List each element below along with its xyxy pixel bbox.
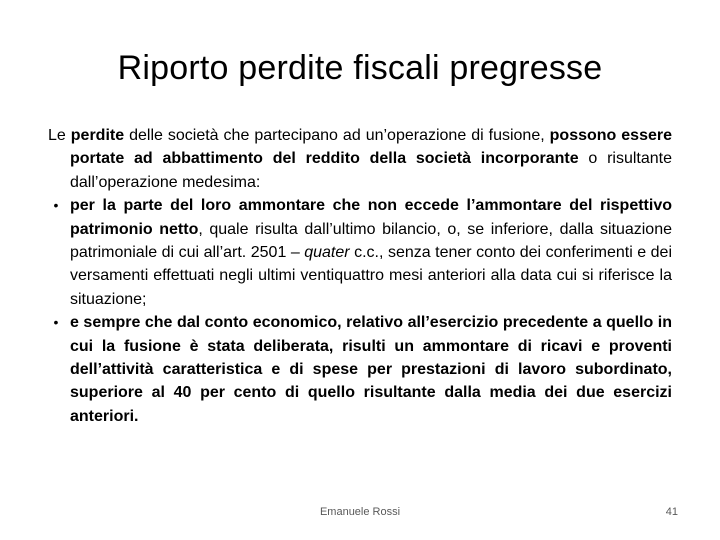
bullet-item-1	[48, 194, 672, 311]
intro-lead-bold: perdite	[70, 127, 125, 144]
bullet-2-bold: e sempre che dal conto economico, relativo all’esercizio precedente a quello in cui la fusione è stata deliberata, risulti un ammontare di ricavi e proventi dell’attività caratteristica e di spese per prestazioni di lavoro subordinato, superiore al 40 per cento di quello risultante dalla media dei due esercizi anteriori.	[70, 314, 672, 425]
bullet-1-text-1: , quale risulta dall’ultimo bilancio, o, se inferiore, dalla situazione patrimoniale di cui all’art. 2501 –	[70, 220, 672, 262]
bullet-list	[48, 194, 672, 428]
bullet-1-text-2: c.c., senza tener conto dei conferimenti e dei versamenti effettuati negli ultimi ventiquattro mesi anteriori alla data cui si riferisce la situazione;	[70, 244, 672, 308]
footer-author: Emanuele Rossi	[319, 506, 401, 518]
bullet-1-italic: quater	[304, 244, 350, 262]
bullet-item-2	[48, 311, 672, 428]
bullet-marker: •	[53, 197, 59, 214]
slide-title: Riporto perdite fiscali pregresse	[117, 49, 603, 87]
bullet-1-bold: per la parte del loro ammontare che non eccede l’ammontare del rispettivo patrimonio netto	[70, 197, 672, 238]
intro-lead: Le	[48, 127, 71, 144]
intro-text-2: o risultante dall’operazione medesima:	[70, 150, 672, 191]
footer-page-number: 41	[665, 506, 678, 518]
bullet-marker: •	[53, 314, 59, 331]
intro-paragraph	[48, 124, 672, 194]
intro-text-1: delle società che partecipano ad un’operazione di fusione,	[124, 127, 550, 144]
intro-bold-2: possono essere portate ad abbattimento del reddito della società incorporante	[70, 127, 672, 168]
slide-body	[48, 124, 672, 428]
